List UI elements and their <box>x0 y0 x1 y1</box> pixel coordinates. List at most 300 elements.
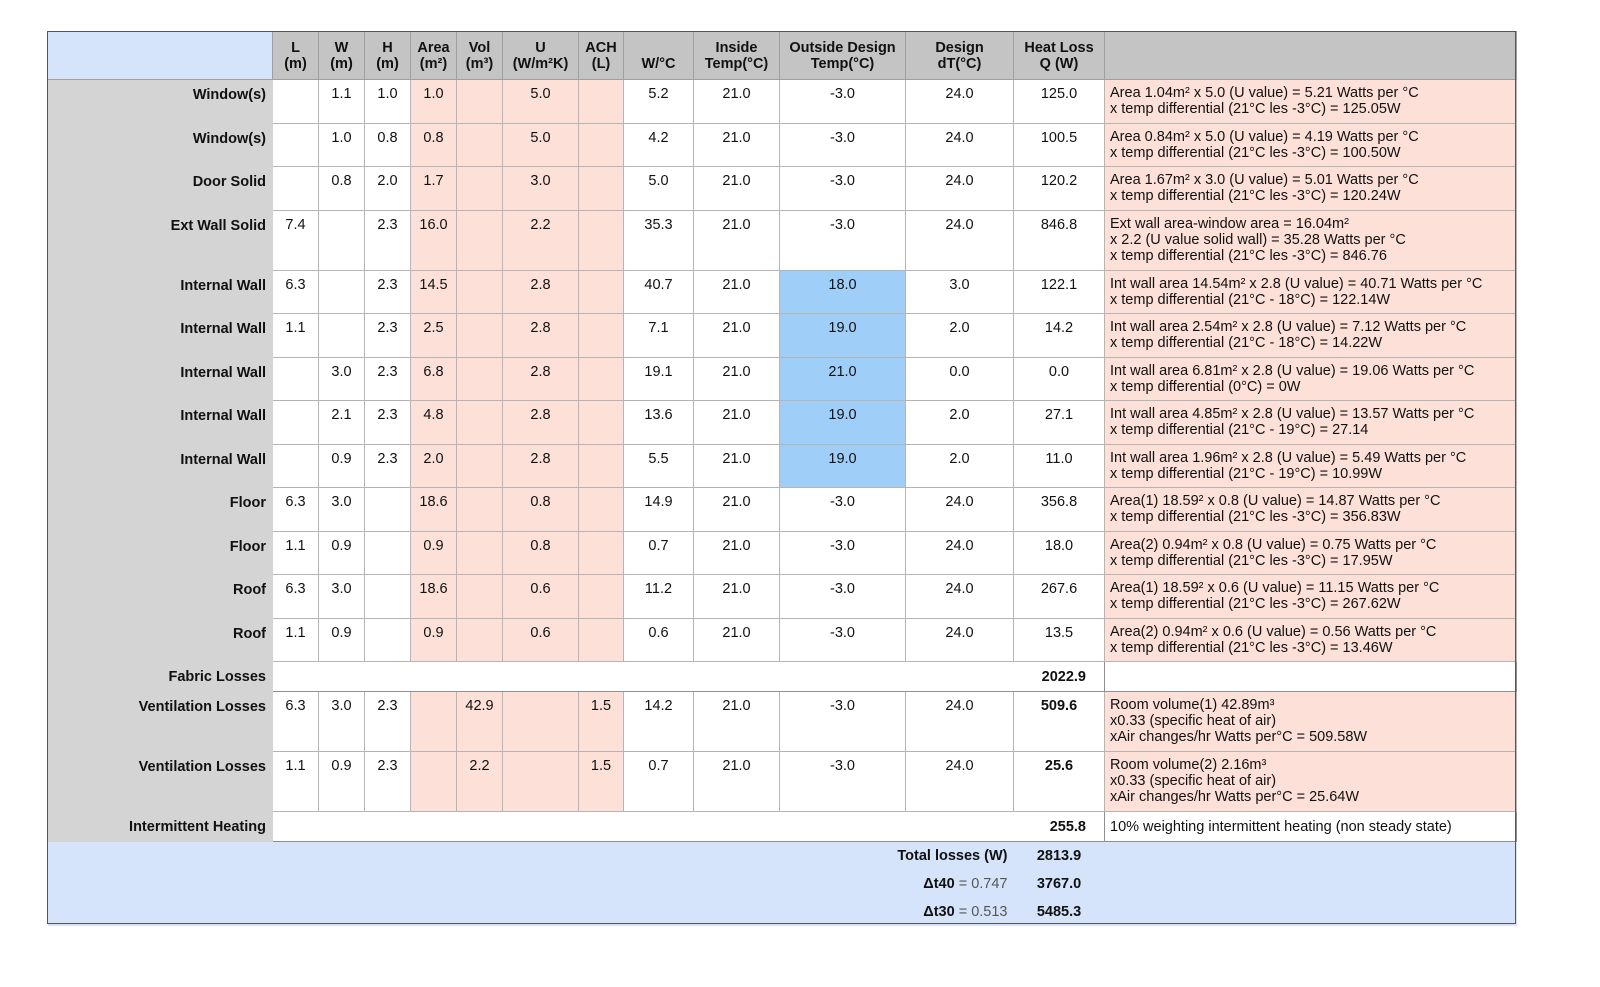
col-header: W (m) <box>319 32 365 80</box>
cell-ach <box>579 80 624 124</box>
cell-vol <box>457 80 503 124</box>
cell-inside: 21.0 <box>694 488 780 532</box>
cell-u: 5.0 <box>503 80 579 124</box>
col-header: L (m) <box>273 32 319 80</box>
col-header: U (W/m²K) <box>503 32 579 80</box>
total-label-text: Total losses (W) <box>897 848 1008 864</box>
cell-area <box>411 692 457 752</box>
cell-dt: 24.0 <box>906 123 1014 167</box>
table-row <box>48 80 1517 124</box>
cell-q: 0.0 <box>1014 357 1105 401</box>
cell-inside: 21.0 <box>694 618 780 662</box>
cell-inside: 21.0 <box>694 210 780 270</box>
total-label-suffix: = 0.513 <box>954 904 1008 920</box>
row-label: Door Solid <box>48 167 273 211</box>
cell-wc: 5.0 <box>624 167 694 211</box>
header-row <box>48 32 1517 80</box>
note-line: Area(2) 0.94m² x 0.8 (U value) = 0.75 Watts per °C <box>1110 536 1437 553</box>
note-line: Area(2) 0.94m² x 0.6 (U value) = 0.56 Watts per °C <box>1110 623 1437 640</box>
cell-vol <box>457 531 503 575</box>
cell-outside: 19.0 <box>780 401 906 445</box>
row-note <box>1105 270 1517 314</box>
total-label-text: Δt40 <box>923 876 955 892</box>
cell-ach <box>579 618 624 662</box>
note-line: x temp differential (21°C les -3°C) = 100.50W <box>1110 144 1401 161</box>
cell-ach <box>579 167 624 211</box>
note-line: Area(1) 18.59² x 0.8 (U value) = 14.87 Watts per °C <box>1110 493 1441 509</box>
col-header: Heat Loss Q (W) <box>1014 32 1105 80</box>
table-row <box>48 752 1517 812</box>
cell-vol <box>457 444 503 488</box>
table-row <box>48 167 1517 211</box>
cell-H <box>365 488 411 532</box>
cell-L: 1.1 <box>273 752 319 812</box>
cell-H: 2.3 <box>365 444 411 488</box>
cell-outside: -3.0 <box>780 488 906 532</box>
cell-vol <box>457 401 503 445</box>
cell-inside: 21.0 <box>694 270 780 314</box>
cell-dt: 24.0 <box>906 575 1014 619</box>
cell-dt: 24.0 <box>906 167 1014 211</box>
col-header: H (m) <box>365 32 411 80</box>
fabric-losses-row <box>48 662 1517 692</box>
note-line: Area 1.04m² x 5.0 (U value) = 5.21 Watts per °C <box>1110 85 1419 101</box>
row-label: Roof <box>48 618 273 662</box>
cell-dt: 24.0 <box>906 210 1014 270</box>
note-line: x temp differential (21°C - 18°C) = 14.22W <box>1110 335 1383 351</box>
row-note <box>1105 752 1517 812</box>
row-label: Roof <box>48 575 273 619</box>
cell-q: 509.6 <box>1014 692 1105 752</box>
table-row <box>48 531 1517 575</box>
cell-u: 3.0 <box>503 167 579 211</box>
cell-u <box>503 692 579 752</box>
cell-u: 0.6 <box>503 618 579 662</box>
cell-outside: -3.0 <box>780 167 906 211</box>
row-label: Floor <box>48 488 273 532</box>
table-row <box>48 270 1517 314</box>
col-header: Vol (m³) <box>457 32 503 80</box>
note-line: xAir changes/hr Watts per°C = 25.64W <box>1110 789 1360 805</box>
cell-outside: -3.0 <box>780 692 906 752</box>
cell-W: 3.0 <box>319 357 365 401</box>
total-spacer <box>1105 870 1517 898</box>
col-header: W/°C <box>624 32 694 80</box>
cell-W: 0.9 <box>319 531 365 575</box>
cell-u: 0.8 <box>503 488 579 532</box>
cell-W: 1.0 <box>319 123 365 167</box>
table-row <box>48 488 1517 532</box>
total-value: 3767.0 <box>1014 870 1105 898</box>
note-line: x temp differential (21°C - 19°C) = 10.99W <box>1110 465 1383 482</box>
cell-inside: 21.0 <box>694 444 780 488</box>
note-line: x temp differential (0°C) = 0W <box>1110 378 1301 395</box>
note-line: x temp differential (21°C les -3°C) = 13.46W <box>1110 639 1393 656</box>
table-row <box>48 123 1517 167</box>
cell-q: 11.0 <box>1014 444 1105 488</box>
note-line: Int wall area 2.54m² x 2.8 (U value) = 7.12 Watts per °C <box>1110 319 1467 335</box>
table-row <box>48 692 1517 752</box>
cell-ach <box>579 123 624 167</box>
note-line: Int wall area 6.81m² x 2.8 (U value) = 19.06 Watts per °C <box>1110 362 1475 379</box>
cell-L: 1.1 <box>273 618 319 662</box>
cell-W <box>319 210 365 270</box>
total-label-suffix: = 0.747 <box>954 876 1008 892</box>
cell-dt: 24.0 <box>906 488 1014 532</box>
note-line: x0.33 (specific heat of air) <box>1110 773 1277 789</box>
cell-wc: 14.2 <box>624 692 694 752</box>
cell-L: 1.1 <box>273 531 319 575</box>
cell-inside: 21.0 <box>694 80 780 124</box>
cell-W: 3.0 <box>319 692 365 752</box>
col-header: Outside Design Temp(°C) <box>780 32 906 80</box>
cell-H: 2.3 <box>365 401 411 445</box>
cell-u <box>503 752 579 812</box>
total-row <box>48 842 1517 871</box>
note-line: Int wall area 14.54m² x 2.8 (U value) = 40.71 Watts per °C <box>1110 275 1483 292</box>
cell-W: 0.8 <box>319 167 365 211</box>
cell-u: 2.8 <box>503 314 579 358</box>
cell-H: 2.3 <box>365 357 411 401</box>
note-line: x temp differential (21°C - 18°C) = 122.14W <box>1110 291 1391 308</box>
cell-vol <box>457 210 503 270</box>
cell-L: 6.3 <box>273 270 319 314</box>
corner-cell <box>48 32 273 80</box>
cell-wc: 5.5 <box>624 444 694 488</box>
total-value: 5485.3 <box>1014 898 1105 926</box>
cell-inside: 21.0 <box>694 167 780 211</box>
heat-loss-sheet <box>47 31 1516 926</box>
cell-u: 2.8 <box>503 270 579 314</box>
table-row <box>48 210 1517 270</box>
cell-dt: 2.0 <box>906 444 1014 488</box>
note-line: xAir changes/hr Watts per°C = 509.58W <box>1110 729 1368 745</box>
fabric-losses-label: Fabric Losses <box>48 662 273 692</box>
cell-ach <box>579 444 624 488</box>
cell-wc: 19.1 <box>624 357 694 401</box>
cell-W: 1.1 <box>319 80 365 124</box>
cell-ach <box>579 270 624 314</box>
row-note <box>1105 488 1517 532</box>
row-label: Internal Wall <box>48 314 273 358</box>
cell-H: 2.3 <box>365 270 411 314</box>
cell-dt: 3.0 <box>906 270 1014 314</box>
table-row <box>48 575 1517 619</box>
cell-H: 2.3 <box>365 314 411 358</box>
cell-inside: 21.0 <box>694 401 780 445</box>
cell-wc: 0.7 <box>624 752 694 812</box>
cell-outside: 19.0 <box>780 444 906 488</box>
cell-u: 5.0 <box>503 123 579 167</box>
cell-outside: -3.0 <box>780 752 906 812</box>
cell-area: 0.9 <box>411 618 457 662</box>
note-line: Int wall area 4.85m² x 2.8 (U value) = 13.57 Watts per °C <box>1110 406 1475 422</box>
cell-ach: 1.5 <box>579 692 624 752</box>
row-label: Internal Wall <box>48 357 273 401</box>
cell-dt: 24.0 <box>906 80 1014 124</box>
cell-W <box>319 314 365 358</box>
cell-ach <box>579 401 624 445</box>
cell-dt: 24.0 <box>906 531 1014 575</box>
cell-wc: 13.6 <box>624 401 694 445</box>
total-row <box>48 870 1517 898</box>
col-header: Area (m²) <box>411 32 457 80</box>
cell-area: 18.6 <box>411 488 457 532</box>
cell-outside: 19.0 <box>780 314 906 358</box>
note-line: x0.33 (specific heat of air) <box>1110 713 1277 729</box>
cell-outside: 18.0 <box>780 270 906 314</box>
cell-q: 267.6 <box>1014 575 1105 619</box>
row-label: Internal Wall <box>48 270 273 314</box>
cell-ach: 1.5 <box>579 752 624 812</box>
total-label-text: Δt30 <box>923 904 955 920</box>
cell-u: 2.8 <box>503 444 579 488</box>
cell-area: 16.0 <box>411 210 457 270</box>
cell-q: 14.2 <box>1014 314 1105 358</box>
total-label <box>48 842 1014 871</box>
cell-L <box>273 80 319 124</box>
cell-wc: 7.1 <box>624 314 694 358</box>
cell-vol <box>457 357 503 401</box>
cell-outside: -3.0 <box>780 210 906 270</box>
cell-W: 3.0 <box>319 488 365 532</box>
cell-outside: -3.0 <box>780 123 906 167</box>
cell-area: 1.7 <box>411 167 457 211</box>
cell-vol <box>457 575 503 619</box>
row-note <box>1105 618 1517 662</box>
cell-dt: 24.0 <box>906 752 1014 812</box>
cell-ach <box>579 210 624 270</box>
row-note <box>1105 123 1517 167</box>
row-note <box>1105 692 1517 752</box>
cell-wc: 0.7 <box>624 531 694 575</box>
cell-vol <box>457 123 503 167</box>
cell-q: 356.8 <box>1014 488 1105 532</box>
cell-outside: -3.0 <box>780 618 906 662</box>
cell-vol <box>457 488 503 532</box>
col-header: Inside Temp(°C) <box>694 32 780 80</box>
cell-L <box>273 444 319 488</box>
cell-vol: 42.9 <box>457 692 503 752</box>
cell-H: 1.0 <box>365 80 411 124</box>
cell-W: 0.9 <box>319 444 365 488</box>
fabric-losses-note <box>1105 662 1517 692</box>
cell-area: 18.6 <box>411 575 457 619</box>
row-note <box>1105 167 1517 211</box>
row-label: Window(s) <box>48 123 273 167</box>
cell-L: 6.3 <box>273 692 319 752</box>
cell-L: 7.4 <box>273 210 319 270</box>
cell-dt: 24.0 <box>906 618 1014 662</box>
cell-inside: 21.0 <box>694 357 780 401</box>
row-note <box>1105 80 1517 124</box>
note-line: x temp differential (21°C les -3°C) = 17.95W <box>1110 552 1393 569</box>
cell-q: 122.1 <box>1014 270 1105 314</box>
cell-u: 0.8 <box>503 531 579 575</box>
note-line: x temp differential (21°C les -3°C) = 125.05W <box>1110 101 1401 117</box>
note-line: Room volume(2) 2.16m³ <box>1110 757 1267 773</box>
intermittent-value: 255.8 <box>273 812 1105 842</box>
cell-area: 6.8 <box>411 357 457 401</box>
cell-outside: 21.0 <box>780 357 906 401</box>
intermittent-row <box>48 812 1517 842</box>
cell-wc: 11.2 <box>624 575 694 619</box>
row-label: Ventilation Losses <box>48 752 273 812</box>
table-row <box>48 618 1517 662</box>
cell-area: 2.5 <box>411 314 457 358</box>
cell-H: 2.3 <box>365 692 411 752</box>
row-label: Internal Wall <box>48 401 273 445</box>
row-note <box>1105 314 1517 358</box>
cell-u: 2.2 <box>503 210 579 270</box>
total-spacer <box>1105 842 1517 871</box>
cell-wc: 5.2 <box>624 80 694 124</box>
row-note <box>1105 401 1517 445</box>
note-line: Area 0.84m² x 5.0 (U value) = 4.19 Watts per °C <box>1110 128 1419 145</box>
row-label: Internal Wall <box>48 444 273 488</box>
intermittent-note: 10% weighting intermittent heating (non steady state) <box>1105 812 1517 842</box>
cell-inside: 21.0 <box>694 752 780 812</box>
cell-area: 1.0 <box>411 80 457 124</box>
cell-vol <box>457 618 503 662</box>
table-row <box>48 314 1517 358</box>
col-header: ACH (L) <box>579 32 624 80</box>
row-note <box>1105 444 1517 488</box>
cell-H: 0.8 <box>365 123 411 167</box>
note-line: Area(1) 18.59² x 0.6 (U value) = 11.15 Watts per °C <box>1110 580 1440 596</box>
total-spacer <box>1105 898 1517 926</box>
cell-L <box>273 357 319 401</box>
cell-inside: 21.0 <box>694 531 780 575</box>
cell-outside: -3.0 <box>780 531 906 575</box>
total-row <box>48 898 1517 926</box>
row-label: Ventilation Losses <box>48 692 273 752</box>
cell-q: 846.8 <box>1014 210 1105 270</box>
note-line: x temp differential (21°C les -3°C) = 120.24W <box>1110 188 1401 204</box>
cell-L <box>273 123 319 167</box>
cell-H <box>365 575 411 619</box>
cell-W: 0.9 <box>319 618 365 662</box>
cell-dt: 0.0 <box>906 357 1014 401</box>
cell-dt: 2.0 <box>906 314 1014 358</box>
intermittent-label: Intermittent Heating <box>48 812 273 842</box>
cell-outside: -3.0 <box>780 80 906 124</box>
cell-u: 2.8 <box>503 357 579 401</box>
cell-dt: 2.0 <box>906 401 1014 445</box>
cell-area: 14.5 <box>411 270 457 314</box>
cell-wc: 35.3 <box>624 210 694 270</box>
cell-L: 6.3 <box>273 488 319 532</box>
row-note <box>1105 575 1517 619</box>
cell-L <box>273 401 319 445</box>
note-line: Area 1.67m² x 3.0 (U value) = 5.01 Watts per °C <box>1110 172 1419 188</box>
cell-W: 2.1 <box>319 401 365 445</box>
note-line: x temp differential (21°C les -3°C) = 267.62W <box>1110 596 1401 612</box>
cell-u: 2.8 <box>503 401 579 445</box>
total-label <box>48 870 1014 898</box>
cell-ach <box>579 575 624 619</box>
notes-header <box>1105 32 1517 80</box>
cell-W: 3.0 <box>319 575 365 619</box>
cell-H <box>365 531 411 575</box>
table-row <box>48 357 1517 401</box>
col-header: Design dT(°C) <box>906 32 1014 80</box>
cell-wc: 40.7 <box>624 270 694 314</box>
note-line: Ext wall area-window area = 16.04m² <box>1110 215 1349 232</box>
cell-vol <box>457 314 503 358</box>
heat-loss-table <box>47 31 1517 926</box>
cell-H: 2.0 <box>365 167 411 211</box>
cell-H <box>365 618 411 662</box>
cell-wc: 4.2 <box>624 123 694 167</box>
row-label: Ext Wall Solid <box>48 210 273 270</box>
cell-W: 0.9 <box>319 752 365 812</box>
cell-inside: 21.0 <box>694 692 780 752</box>
cell-q: 18.0 <box>1014 531 1105 575</box>
cell-q: 27.1 <box>1014 401 1105 445</box>
cell-ach <box>579 314 624 358</box>
cell-ach <box>579 357 624 401</box>
total-label <box>48 898 1014 926</box>
row-note <box>1105 210 1517 270</box>
cell-q: 125.0 <box>1014 80 1105 124</box>
note-line: x 2.2 (U value solid wall) = 35.28 Watts per °C <box>1110 231 1406 248</box>
cell-H: 2.3 <box>365 752 411 812</box>
cell-q: 13.5 <box>1014 618 1105 662</box>
cell-H: 2.3 <box>365 210 411 270</box>
total-value: 2813.9 <box>1014 842 1105 871</box>
cell-dt: 24.0 <box>906 692 1014 752</box>
note-line: Room volume(1) 42.89m³ <box>1110 697 1275 713</box>
table-row <box>48 444 1517 488</box>
cell-L: 6.3 <box>273 575 319 619</box>
cell-area: 0.9 <box>411 531 457 575</box>
cell-ach <box>579 488 624 532</box>
fabric-losses-value: 2022.9 <box>273 662 1105 692</box>
row-label: Window(s) <box>48 80 273 124</box>
cell-W <box>319 270 365 314</box>
cell-q: 100.5 <box>1014 123 1105 167</box>
cell-area: 0.8 <box>411 123 457 167</box>
note-line: x temp differential (21°C les -3°C) = 846.76 <box>1110 247 1387 264</box>
cell-vol <box>457 167 503 211</box>
cell-inside: 21.0 <box>694 575 780 619</box>
cell-inside: 21.0 <box>694 123 780 167</box>
cell-area: 2.0 <box>411 444 457 488</box>
cell-L <box>273 167 319 211</box>
table-row <box>48 401 1517 445</box>
cell-area: 4.8 <box>411 401 457 445</box>
note-line: Int wall area 1.96m² x 2.8 (U value) = 5.49 Watts per °C <box>1110 449 1467 466</box>
cell-wc: 0.6 <box>624 618 694 662</box>
cell-wc: 14.9 <box>624 488 694 532</box>
row-label: Floor <box>48 531 273 575</box>
row-note <box>1105 531 1517 575</box>
cell-L: 1.1 <box>273 314 319 358</box>
cell-outside: -3.0 <box>780 575 906 619</box>
cell-q: 25.6 <box>1014 752 1105 812</box>
cell-q: 120.2 <box>1014 167 1105 211</box>
cell-u: 0.6 <box>503 575 579 619</box>
row-note <box>1105 357 1517 401</box>
note-line: x temp differential (21°C les -3°C) = 356.83W <box>1110 509 1401 525</box>
cell-area <box>411 752 457 812</box>
note-line: x temp differential (21°C - 19°C) = 27.14 <box>1110 422 1369 438</box>
cell-vol: 2.2 <box>457 752 503 812</box>
cell-ach <box>579 531 624 575</box>
cell-inside: 21.0 <box>694 314 780 358</box>
cell-vol <box>457 270 503 314</box>
